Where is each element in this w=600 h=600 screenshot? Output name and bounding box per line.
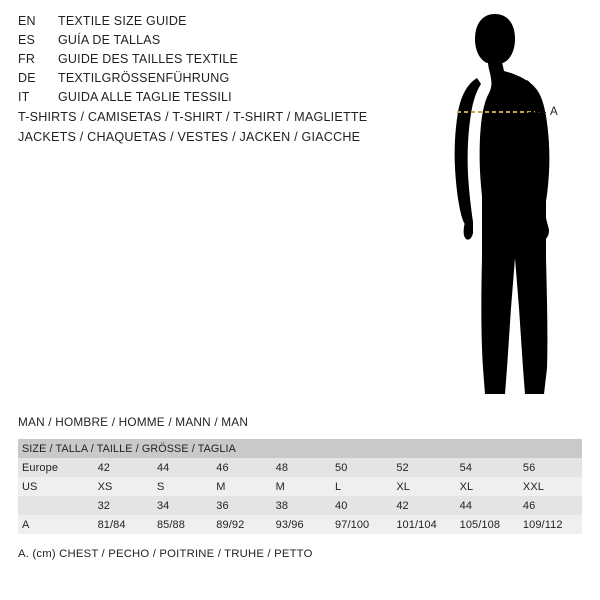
language-title: GUIDA ALLE TAGLIE TESSILI [58,90,232,104]
cell: 42 [94,458,153,477]
cell: 93/96 [272,515,331,534]
language-code: IT [18,90,30,104]
language-code: FR [18,52,36,66]
table-header-row [18,439,582,458]
language-title-block [18,14,388,109]
garment-category-block [18,110,418,150]
table-header-label: SIZE / TALLA / TAILLE / GRÖSSE / TAGLIA [18,439,582,458]
cell: 81/84 [94,515,153,534]
language-row [18,52,388,71]
category-jackets: JACKETS / CHAQUETAS / VESTES / JACKEN / GIACCHE [18,130,361,144]
cell: 50 [331,458,392,477]
row-label: US [18,477,94,496]
language-code: ES [18,33,36,47]
size-table [18,439,582,534]
language-code: EN [18,14,36,28]
measure-marker-label: A [550,106,558,118]
cell: 44 [153,458,212,477]
measure-leader-line [528,112,546,114]
cell: 42 [392,496,455,515]
cell: 32 [94,496,153,515]
language-row [18,90,388,109]
language-row [18,33,388,52]
row-label: Europe [18,458,94,477]
cell: XL [392,477,455,496]
language-title: TEXTILGRÖSSENFÜHRUNG [58,71,230,85]
cell: 97/100 [331,515,392,534]
cell: 105/108 [456,515,519,534]
cell: 48 [272,458,331,477]
language-title: GUIDE DES TAILLES TEXTILE [58,52,239,66]
cell: 54 [456,458,519,477]
cell: 34 [153,496,212,515]
cell: 56 [519,458,582,477]
cell: M [212,477,271,496]
cell: M [272,477,331,496]
table-row [18,458,582,477]
cell: 38 [272,496,331,515]
cell: 109/112 [519,515,582,534]
cell: XXL [519,477,582,496]
silhouette-icon [415,8,590,408]
cell: XS [94,477,153,496]
language-row [18,71,388,90]
table-row [18,496,582,515]
table-group-title: MAN / HOMBRE / HOMME / MANN / MAN [18,415,249,429]
cell: XL [456,477,519,496]
cell: L [331,477,392,496]
cell: 36 [212,496,271,515]
male-silhouette-figure [415,8,590,408]
language-title: TEXTILE SIZE GUIDE [58,14,187,28]
category-tshirts: T-SHIRTS / CAMISETAS / T-SHIRT / T-SHIRT / MAGLIETTE [18,110,368,124]
language-row [18,14,388,33]
cell: 52 [392,458,455,477]
measurement-footnote: A. (cm) CHEST / PECHO / POITRINE / TRUHE / PETTO [18,548,313,560]
cell: 89/92 [212,515,271,534]
cell: 46 [519,496,582,515]
language-title: GUÍA DE TALLAS [58,33,161,47]
table-row [18,477,582,496]
cell: S [153,477,212,496]
cell: 44 [456,496,519,515]
language-code: DE [18,71,36,85]
cell: 46 [212,458,271,477]
cell: 101/104 [392,515,455,534]
table-row [18,515,582,534]
cell: 85/88 [153,515,212,534]
row-label [18,496,94,515]
cell: 40 [331,496,392,515]
row-label: A [18,515,94,534]
